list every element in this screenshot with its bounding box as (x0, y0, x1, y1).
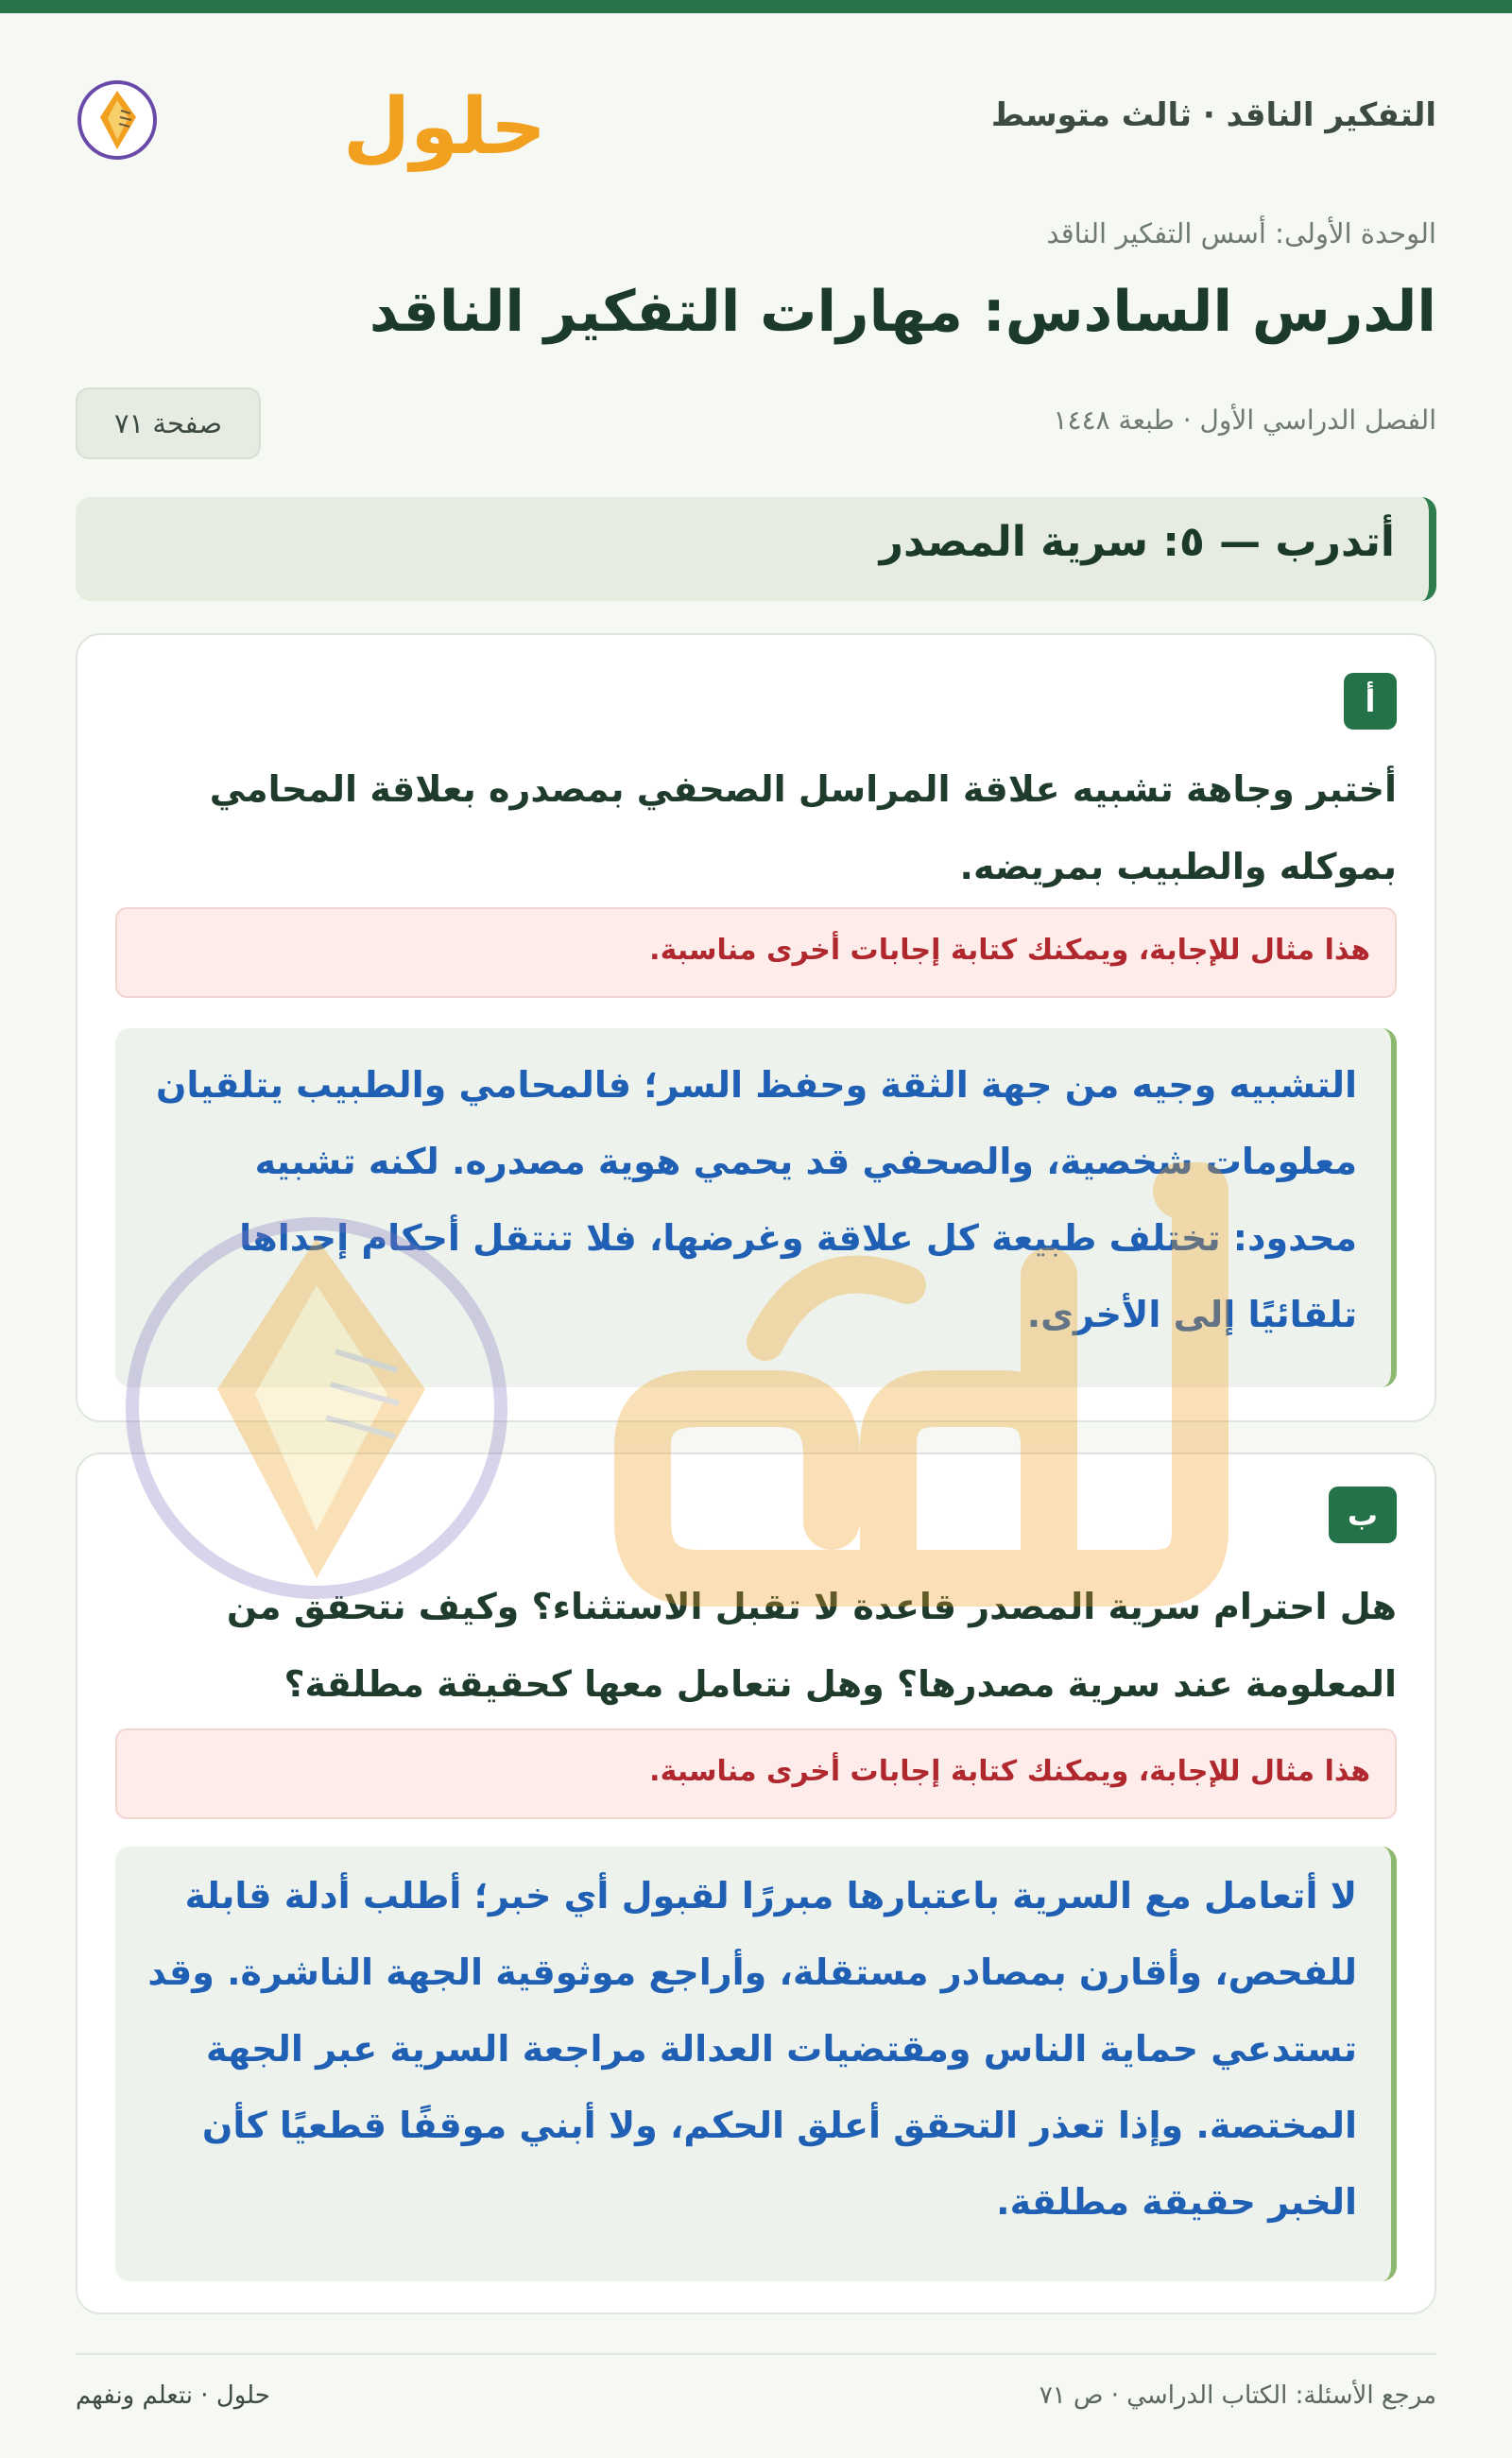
page-number-label: صفحة ٧١ (114, 407, 222, 439)
exercise-title: أتدرب — ٥: سرية المصدر (879, 518, 1395, 566)
question-text: هل احترام سرية المصدر قاعدة لا تقبل الاستثناء؟ وكيف نتحقق من المعلومة عند سرية مصدرها؟ وهل نتعامل معها كحقيقة مطلقة؟ (226, 1586, 1397, 1705)
term-edition-label: الفصل الدراسي الأول · طبعة ١٤٤٨ (1053, 404, 1436, 436)
lesson-title: الدرس السادس: مهارات التفكير الناقد (369, 279, 1436, 345)
question-badge: ب (1329, 1487, 1397, 1543)
answer-text: التشبيه وجيه من جهة الثقة وحفظ السر؛ فالمحامي والطبيب يتلقيان معلومات شخصية، والصحفي قد يحمي هوية مصدره. لكنه تشبيه محدود: تختلف طبيعة كل علاقة وغرضها، فلا تنتقل أحكام إحداها تلقائيًا إلى الأخرى. (155, 1064, 1357, 1335)
question-card-a (76, 633, 1436, 1422)
note-text: هذا مثال للإجابة، ويمكنك كتابة إجابات أخرى مناسبة. (649, 934, 1370, 967)
footer-divider (76, 2353, 1436, 2355)
answer-box (115, 1847, 1397, 2281)
answer-example-note (115, 1728, 1397, 1819)
brand-logo[interactable] (76, 59, 547, 181)
question-text: أختبر وجاهة تشبيه علاقة المراسل الصحفي بمصدره بعلاقة المحامي بموكله والطبيب بمريضه. (209, 768, 1397, 887)
answer-box (115, 1028, 1397, 1387)
subject-grade-title: التفكير الناقد · ثالث متوسط (990, 96, 1436, 134)
page-header (76, 59, 1436, 181)
questions-reference: مرجع الأسئلة: الكتاب الدراسي · ص ٧١ (1039, 2381, 1436, 2410)
footer-tagline: حلول · نتعلم ونفهم (76, 2381, 270, 2410)
top-accent-bar (0, 0, 1512, 13)
page-number-chip (76, 387, 261, 459)
question-card-b (76, 1452, 1436, 2314)
exercise-section-header (76, 497, 1436, 601)
question-badge: أ (1344, 673, 1397, 730)
note-text: هذا مثال للإجابة، ويمكنك كتابة إجابات أخرى مناسبة. (649, 1755, 1370, 1788)
unit-label: الوحدة الأولى: أسس التفكير الناقد (1046, 217, 1436, 249)
answer-example-note (115, 907, 1397, 998)
logo-text: حلول (343, 82, 547, 172)
answer-text: لا أتعامل مع السرية باعتبارها مبررًا لقبول أي خبر؛ أطلب أدلة قابلة للفحص، وأقارن بمصادر مستقلة، وأراجع موثوقية الجهة الناشرة. وقد تستدعي حماية الناس ومقتضيات العدالة مراجعة السرية عبر الجهة المختصة. وإذا تعذر التحقق أعلق الحكم، ولا أبني موقفًا قطعيًا كأن الخبر حقيقة مطلقة. (147, 1875, 1357, 2223)
